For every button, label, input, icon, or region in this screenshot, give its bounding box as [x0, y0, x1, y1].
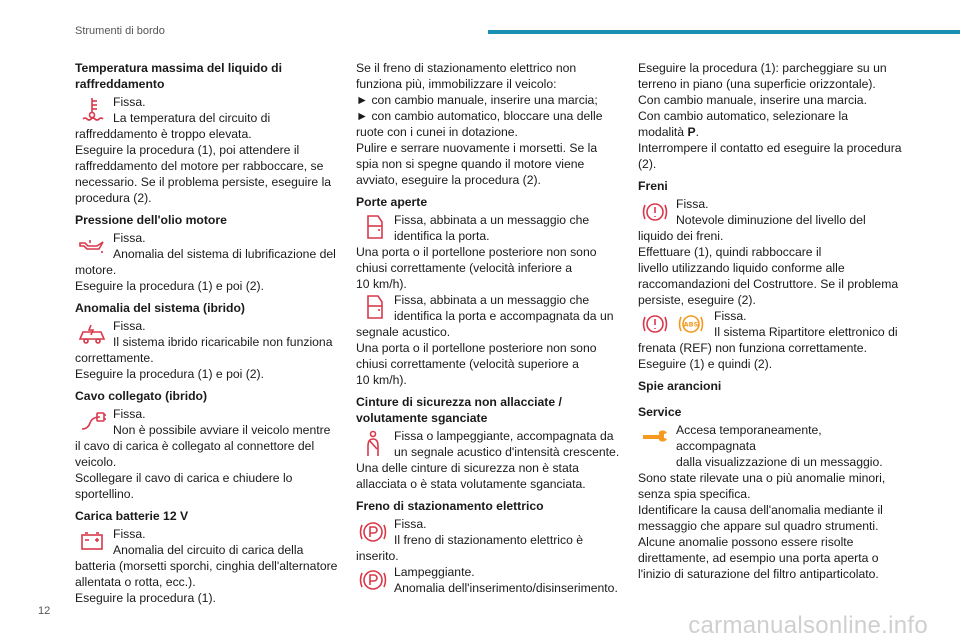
running-header: Strumenti di bordo	[75, 25, 165, 37]
body-text: raffreddamento è troppo elevata.	[75, 127, 252, 141]
entry-state: Lampeggiante.	[394, 565, 475, 579]
body-text: persiste, eseguire (2).	[638, 293, 756, 307]
section-title: Porte aperte	[356, 195, 428, 209]
svg-text:ABS: ABS	[683, 320, 699, 329]
entry-text: Il sistema Ripartitore elettronico di	[714, 325, 898, 339]
body-text: Sono state rilevate una o più anomalie minori,	[638, 471, 886, 485]
section-title: Anomalia del sistema (ibrido)	[75, 301, 245, 315]
body-text: Se il freno di stazionamento elettrico non	[356, 61, 577, 75]
body-text: spia non si spegne quando il motore viene	[356, 157, 585, 171]
body-text: liquido dei freni.	[638, 229, 724, 243]
body-text: raffreddamento del motore per rabboccare, se	[75, 159, 324, 173]
body-text: correttamente.	[75, 351, 154, 365]
gear-p-label: P	[687, 125, 696, 139]
body-text: Pulire e serrare nuovamente i morsetti. Se la	[356, 141, 598, 155]
warning-entry	[75, 526, 340, 558]
body-text: Effettuare (1), quindi rabboccare il	[638, 245, 822, 259]
body-text: direttamente, ad esempio una porta aperta o	[638, 551, 879, 565]
entry-state: Fissa.	[714, 309, 747, 323]
entry-text: Il freno di stazionamento elettrico è	[394, 533, 584, 547]
section-title: Pressione dell'olio motore	[75, 213, 227, 227]
body-text: ► con cambio automatico, bloccare una delle	[356, 109, 603, 123]
watermark: carmanualsonline.info	[688, 612, 928, 639]
hybrid-system-fault-icon	[77, 319, 107, 349]
body-text: segnale acustico.	[356, 325, 451, 339]
charging-cable-icon	[77, 407, 107, 437]
section-title: Freni	[638, 179, 668, 193]
coolant-temperature-icon	[77, 95, 107, 125]
entry-text: La temperatura del circuito di	[113, 111, 271, 125]
entry-text: Anomalia dell'inserimento/disinserimento.	[394, 581, 618, 595]
body-text: Una delle cinture di sicurezza non è stata	[356, 461, 579, 475]
body-text: batteria (morsetti sporchi, cinghia dell'alternatore	[75, 559, 338, 573]
entry-state: Fissa.	[676, 197, 709, 211]
body-text: 10 km/h).	[356, 277, 407, 291]
body-text: ► con cambio manuale, inserire una marcia;	[356, 93, 598, 107]
body-text: ruote con i cunei in dotazione.	[356, 125, 518, 139]
body-text: allentata o rotta, ecc.).	[75, 575, 196, 589]
warning-entry	[356, 292, 621, 324]
warning-entry	[356, 428, 621, 460]
warning-entry	[75, 318, 340, 350]
entry-text: Anomalia del sistema di lubrificazione del	[113, 247, 336, 261]
body-text: raccomandazioni del Costruttore. Se il problema	[638, 277, 899, 291]
body-text	[638, 124, 903, 140]
body-text: terreno in piano (una superficie orizzontale).	[638, 77, 876, 91]
door-open-icon	[358, 293, 388, 323]
section-title: Temperatura massima del liquido di raffreddamento	[75, 61, 283, 91]
body-text: Eseguire la procedura (1).	[75, 591, 216, 605]
warning-entry	[356, 564, 621, 596]
body-text: Con cambio automatico, selezionare la	[638, 109, 849, 123]
body-text: Scollegare il cavo di carica e chiudere lo	[75, 471, 293, 485]
section-title: Cavo collegato (ibrido)	[75, 389, 208, 403]
parking-brake-icon	[358, 517, 388, 547]
body-text: senza spia specifica.	[638, 487, 751, 501]
header-accent-bar	[488, 30, 960, 34]
warning-entry	[638, 308, 903, 340]
body-text: Una porta o il portellone posteriore non sono	[356, 245, 597, 259]
seatbelt-icon	[358, 429, 388, 459]
body-text: allacciata o è stata volutamente sganciata.	[356, 477, 586, 491]
column-3	[638, 60, 903, 582]
entry-text: identifica la porta.	[394, 229, 490, 243]
entry-text: Fissa o lampeggiante, accompagnata da	[394, 429, 614, 443]
entry-text: dalla visualizzazione di un messaggio.	[676, 455, 883, 469]
brake-warning-icon	[640, 309, 670, 339]
warning-entry	[75, 230, 340, 262]
warning-entry	[356, 516, 621, 548]
body-text: 10 km/h).	[356, 373, 407, 387]
entry-state: Fissa.	[113, 231, 146, 245]
section-title: Freno di stazionamento elettrico	[356, 499, 544, 513]
body-text: sportellino.	[75, 487, 134, 501]
body-text: Identificare la causa dell'anomalia mediante il	[638, 503, 883, 517]
entry-state: Fissa.	[113, 95, 146, 109]
body-text: motore.	[75, 263, 117, 277]
abs-icon	[676, 309, 706, 339]
section-title: Cinture di sicurezza non allacciate / volutamente sganciate	[356, 395, 562, 425]
page-number: 12	[38, 605, 51, 617]
body-text: avviato, eseguire la procedura (2).	[356, 173, 541, 187]
body-text: chiusi correttamente (velocità superiore a	[356, 357, 579, 371]
body-text: frenata (REF) non funziona correttamente.	[638, 341, 867, 355]
entry-text: Fissa, abbinata a un messaggio che	[394, 293, 590, 307]
body-text: veicolo.	[75, 455, 117, 469]
entry-text: Fissa, abbinata a un messaggio che	[394, 213, 590, 227]
entry-text: identifica la porta e accompagnata da un	[394, 309, 614, 323]
body-text: chiusi correttamente (velocità inferiore a	[356, 261, 573, 275]
body-text: Eseguire la procedura (1), poi attendere il	[75, 143, 300, 157]
body-text: messaggio che appare sul quadro strumenti.	[638, 519, 879, 533]
entry-text: Non è possibile avviare il veicolo mentre	[113, 423, 331, 437]
body-text: Eseguire la procedura (1): parcheggiare su un	[638, 61, 887, 75]
section-title: Carica batterie 12 V	[75, 509, 189, 523]
warning-entry	[356, 212, 621, 244]
warning-entry	[75, 406, 340, 438]
entry-text: Anomalia del circuito di carica della	[113, 543, 304, 557]
warning-entry	[638, 422, 903, 470]
body-text: Con cambio manuale, inserire una marcia.	[638, 93, 867, 107]
body-text: necessario. Se il problema persiste, eseguire la	[75, 175, 332, 189]
entry-state: Fissa.	[113, 319, 146, 333]
body-text: l'inizio di saturazione del filtro antiparticolato.	[638, 567, 879, 581]
subheading: Spie arancioni	[638, 379, 722, 393]
body-text: inserito.	[356, 549, 399, 563]
body-text: Una porta o il portellone posteriore non sono	[356, 341, 597, 355]
body-text: Interrompere il contatto ed eseguire la procedura	[638, 141, 902, 155]
wrench-icon	[640, 423, 670, 453]
brake-warning-icon	[640, 197, 670, 227]
warning-entry	[638, 196, 903, 228]
body-text-fragment: .	[695, 125, 699, 139]
entry-text: un segnale acustico d'intensità crescente.	[394, 445, 620, 459]
oil-pressure-icon	[77, 231, 107, 261]
warning-entry	[75, 94, 340, 126]
entry-state: Fissa.	[113, 407, 146, 421]
body-text: Eseguire la procedura (1) e poi (2).	[75, 367, 265, 381]
column-1	[75, 60, 340, 606]
body-text: Eseguire (1) e quindi (2).	[638, 357, 773, 371]
body-text: il cavo di carica è collegato al connettore del	[75, 439, 315, 453]
door-open-icon	[358, 213, 388, 243]
entry-state: Fissa.	[394, 517, 427, 531]
section-title: Service	[638, 405, 682, 419]
body-text: (2).	[638, 157, 657, 171]
body-text: Eseguire la procedura (1) e poi (2).	[75, 279, 265, 293]
parking-brake-icon	[358, 565, 388, 595]
body-text: Alcune anomalie possono essere risolte	[638, 535, 854, 549]
entry-state: Fissa.	[113, 527, 146, 541]
body-text: procedura (2).	[75, 191, 152, 205]
body-text-fragment: modalità	[638, 125, 688, 139]
body-text: funziona più, immobilizzare il veicolo:	[356, 77, 557, 91]
battery-icon	[77, 527, 107, 557]
column-2	[356, 60, 621, 596]
entry-text: Notevole diminuzione del livello del	[676, 213, 866, 227]
entry-text: Accesa temporaneamente, accompagnata	[676, 423, 822, 453]
entry-text: Il sistema ibrido ricaricabile non funziona	[113, 335, 333, 349]
body-text: livello utilizzando liquido conforme alle	[638, 261, 845, 275]
